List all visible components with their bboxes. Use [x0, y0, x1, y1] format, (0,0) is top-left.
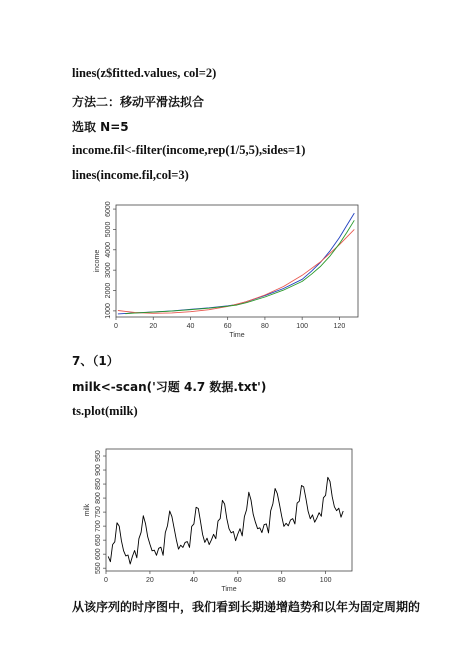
plot-frame	[106, 449, 352, 571]
x-tick-label: 60	[233, 577, 242, 584]
code-line-lines-filtered: lines(income.fil,col=3)	[72, 168, 189, 182]
x-tick-label: 80	[261, 323, 269, 330]
section-number: 7、（1）	[72, 354, 119, 368]
x-tick-label: 80	[277, 577, 286, 584]
x-tick-label: 0	[104, 577, 108, 584]
x-tick-label: 100	[296, 323, 308, 330]
x-tick-label: 20	[146, 577, 154, 584]
y-tick-label: 1000	[105, 303, 112, 319]
y-axis-label: income	[94, 249, 101, 273]
x-tick-label: 100	[319, 577, 332, 584]
text-choose-n-label: 选取 N=5	[72, 120, 129, 134]
y-tick-label: 6000	[105, 201, 112, 217]
y-tick-label: 900	[95, 464, 102, 476]
y-tick-label: 600	[95, 548, 102, 561]
series-line-green	[125, 220, 354, 313]
milk-chart	[76, 441, 364, 593]
y-tick-label: 2000	[105, 282, 112, 299]
y-axis-label: milk	[84, 503, 91, 517]
series-line-red	[118, 229, 354, 313]
series-line-black	[108, 477, 343, 564]
y-tick-label: 3000	[105, 262, 112, 278]
y-tick-label: 700	[95, 520, 102, 532]
y-tick-label: 850	[95, 478, 102, 490]
y-tick-label: 800	[95, 492, 102, 504]
x-axis-label: Time	[221, 586, 237, 593]
text-choose-n	[72, 118, 129, 135]
income-chart-svg	[72, 197, 372, 345]
income-chart	[72, 197, 372, 345]
x-tick-label: 120	[333, 323, 346, 330]
heading-method-two: 方法二：移动平滑法拟合	[72, 95, 205, 109]
y-tick-label: 750	[95, 506, 102, 518]
code-line-tsplot: ts.plot(milk)	[72, 404, 138, 418]
code-line-filter: income.fil<-filter(income,rep(1/5,5),sides=1)	[72, 143, 306, 157]
code-line-scan-text: milk<-scan('习题 4.7 数据.txt')	[72, 380, 267, 394]
y-tick-label: 4000	[105, 242, 112, 258]
x-tick-label: 40	[186, 323, 195, 330]
x-tick-label: 40	[189, 577, 198, 584]
code-line-lines-fitted: lines(z$fitted.values, col=2)	[72, 66, 217, 80]
x-tick-label: 0	[114, 323, 118, 330]
x-tick-label: 60	[223, 323, 232, 330]
x-axis-label: Time	[229, 332, 245, 339]
y-tick-label: 550	[95, 562, 102, 575]
code-line-scan	[72, 378, 266, 395]
y-tick-label: 650	[95, 534, 102, 546]
y-tick-label: 5000	[105, 221, 112, 238]
paragraph-conclusion: 从该序列的时序图中，我们看到长期递增趋势和以年为固定周期的	[72, 600, 421, 614]
milk-chart-svg	[76, 441, 364, 593]
y-tick-label: 950	[95, 450, 102, 462]
x-tick-label: 20	[149, 323, 158, 330]
